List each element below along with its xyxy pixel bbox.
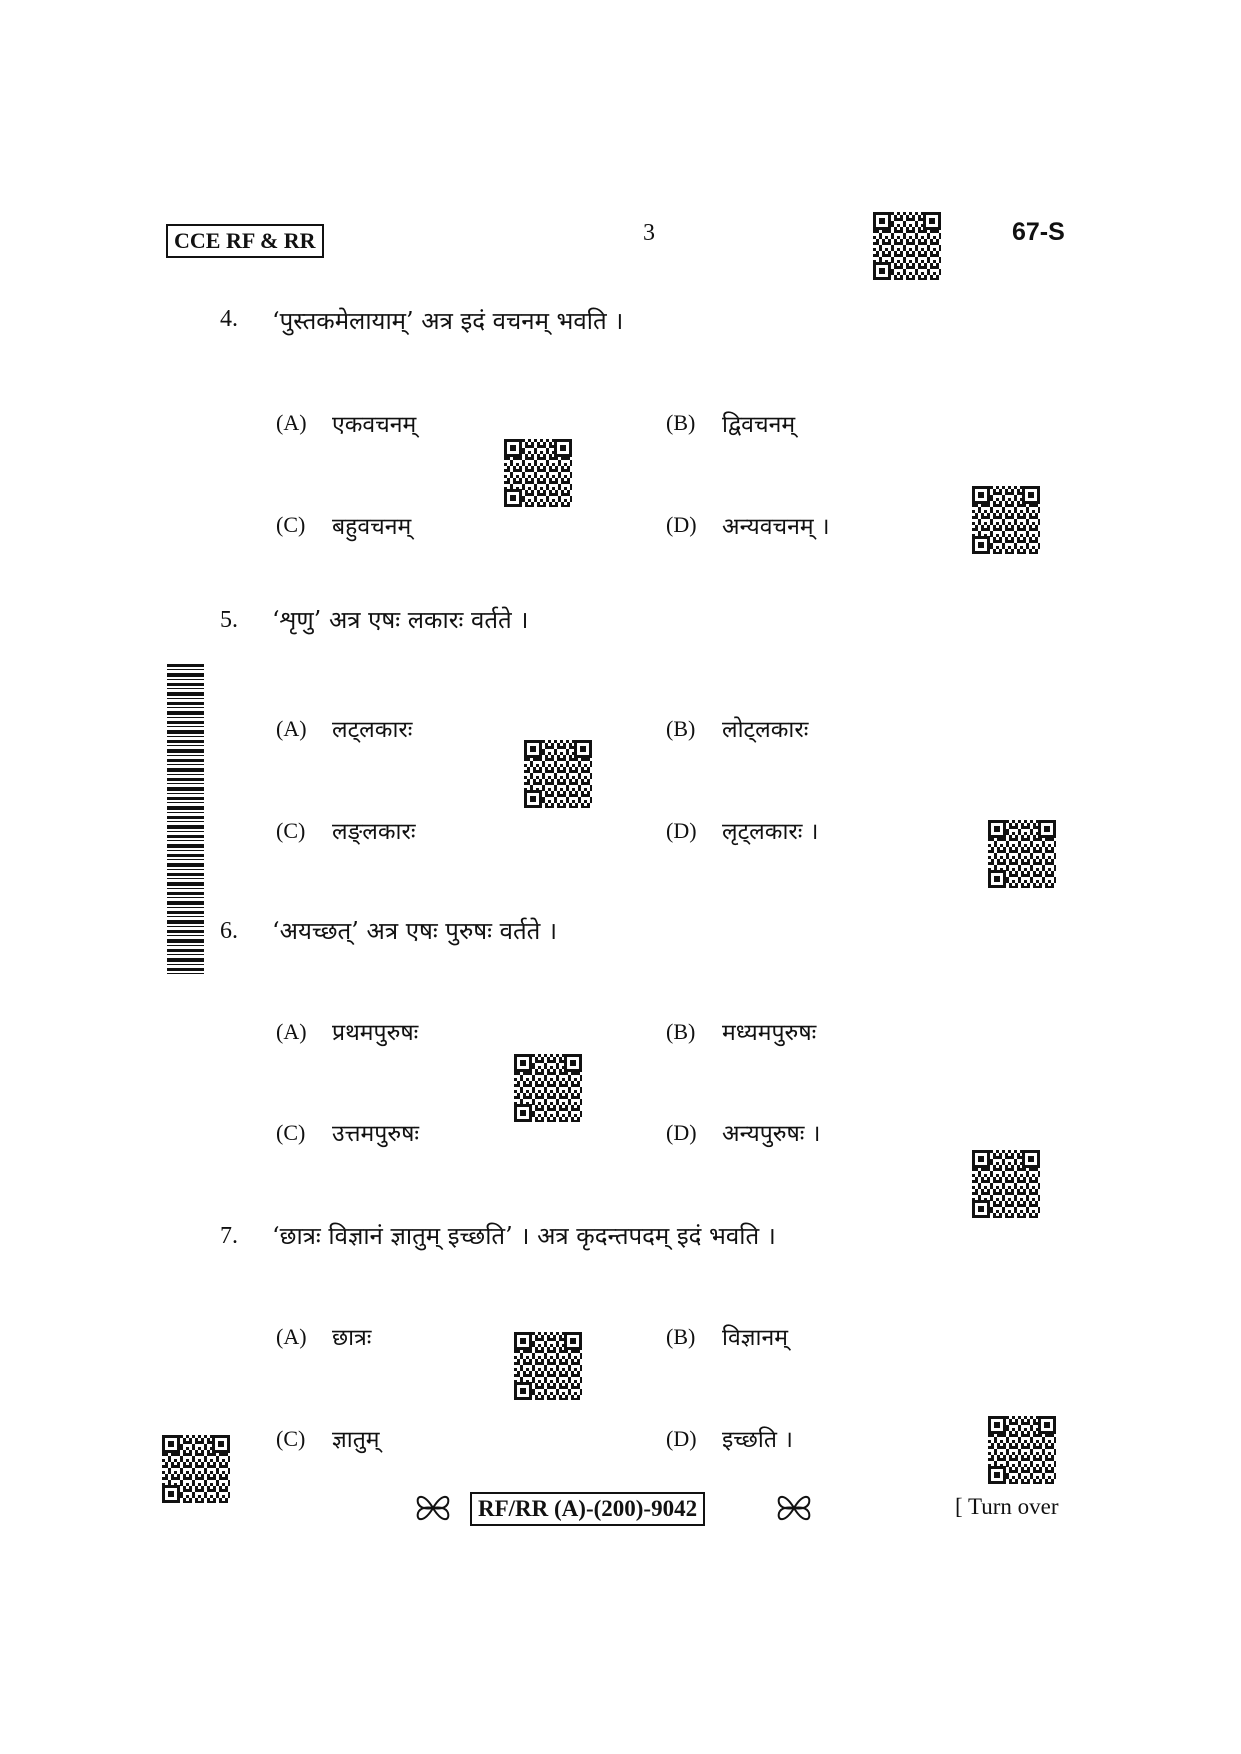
option-text: अन्यवचनम् । (722, 514, 830, 540)
option-label: (C) (276, 1120, 306, 1145)
ornament-icon (414, 1489, 452, 1527)
qr-code-icon (514, 1332, 582, 1400)
option-label: (A) (276, 716, 307, 741)
qr-code-icon (972, 1150, 1040, 1218)
option-label: (D) (666, 1426, 697, 1451)
qr-code-icon (988, 820, 1056, 888)
option-text: इच्छति । (722, 1427, 793, 1453)
option-text: मध्यमपुरुषः (722, 1020, 817, 1046)
option-label: (D) (666, 818, 697, 843)
question-text: ‘पुस्तकमेलायाम्’ अत्र इदं वचनम् भवति । (272, 307, 624, 335)
page-number: 3 (643, 220, 655, 246)
question-text: ‘छात्रः विज्ञानं ज्ञातुम् इच्छति’ । अत्र कृदन्तपदम् इदं भवति । (272, 1222, 776, 1250)
ornament-icon (775, 1489, 813, 1527)
paper-code: 67-S (1012, 218, 1065, 246)
footer-code-box: RF/RR (A)-(200)-9042 (470, 1492, 705, 1526)
option-label: (D) (666, 512, 697, 537)
option-label: (B) (666, 1019, 696, 1044)
option-label: (B) (666, 716, 696, 741)
option-label: (B) (666, 410, 696, 435)
question-number: 4. (220, 306, 238, 332)
qr-code-icon (524, 740, 592, 808)
question-text: ‘अयच्छत्’ अत्र एषः पुरुषः वर्तते । (272, 917, 558, 945)
option-text: विज्ञानम् (722, 1325, 788, 1351)
option-label: (D) (666, 1120, 697, 1145)
option-text: छात्रः (332, 1325, 372, 1351)
question-text: ‘शृणु’ अत्र एषः लकारः वर्तते । (272, 606, 529, 634)
question-number: 6. (220, 918, 238, 944)
barcode-icon (167, 664, 204, 976)
option-text: उत्तमपुरुषः (332, 1121, 420, 1147)
qr-code-icon (873, 212, 941, 280)
option-text: लट्लकारः (332, 717, 413, 743)
option-label: (A) (276, 1019, 307, 1044)
qr-code-icon (514, 1054, 582, 1122)
option-label: (A) (276, 1324, 307, 1349)
option-text: ज्ञातुम् (332, 1427, 380, 1453)
option-label: (C) (276, 1426, 306, 1451)
option-text: एकवचनम् (332, 412, 417, 438)
option-label: (A) (276, 410, 307, 435)
qr-code-icon (504, 439, 572, 507)
option-text: द्विवचनम् (722, 412, 796, 438)
qr-code-icon (988, 1416, 1056, 1484)
qr-code-icon (972, 486, 1040, 554)
option-label: (C) (276, 818, 306, 843)
question-number: 7. (220, 1223, 238, 1249)
option-text: अन्यपुरुषः । (722, 1121, 821, 1147)
option-text: बहुवचनम् (332, 514, 412, 540)
qr-code-icon (162, 1435, 230, 1503)
option-text: लोट्लकारः (722, 717, 809, 743)
option-label: (C) (276, 512, 306, 537)
header-box: CCE RF & RR (166, 224, 324, 258)
question-number: 5. (220, 607, 238, 633)
turn-over-label: [ Turn over (955, 1494, 1059, 1519)
option-text: प्रथमपुरुषः (332, 1020, 419, 1046)
option-text: लङ्लकारः (332, 819, 416, 845)
option-text: लृट्लकारः । (722, 819, 819, 845)
option-label: (B) (666, 1324, 696, 1349)
